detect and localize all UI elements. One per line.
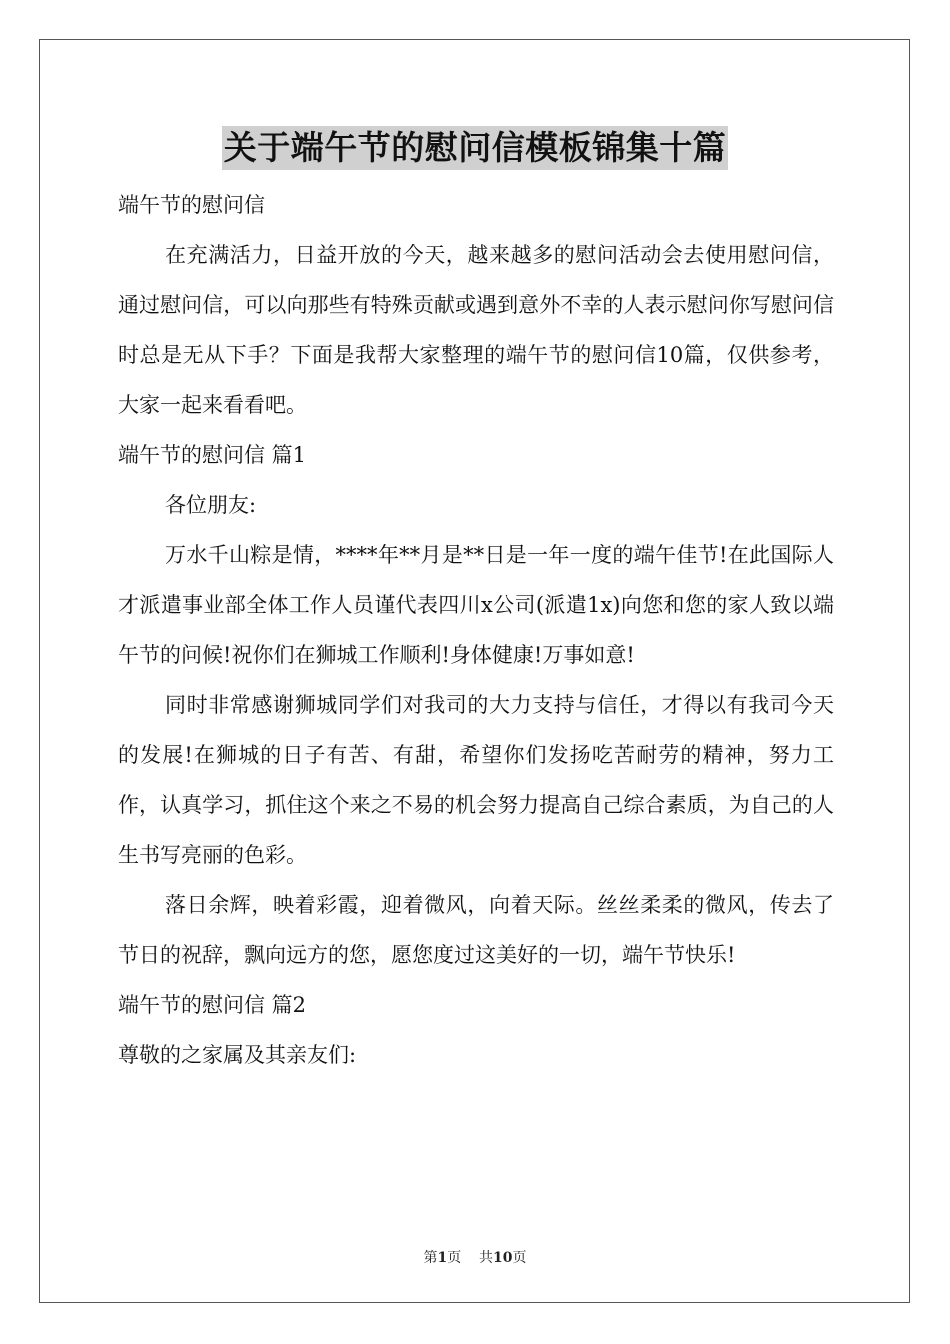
footer-mid: 页 共	[447, 1250, 494, 1266]
document-body	[118, 180, 834, 1080]
body-paragraph: 落日余辉，映着彩霞，迎着微风，向着天际。丝丝柔柔的微风，传去了节日的祝辞，飘向远方的您，愿您度过这美好的一切，端午节快乐!	[118, 893, 834, 967]
page-footer	[0, 1247, 950, 1267]
section-heading-2: 端午节的慰问信 篇2	[118, 993, 307, 1017]
title-block	[0, 126, 950, 170]
greeting-2: 尊敬的之家属及其亲友们:	[118, 1043, 357, 1067]
footer-suffix: 页	[512, 1250, 527, 1266]
page-total-number: 10	[493, 1250, 513, 1266]
document-title: 关于端午节的慰问信模板锦集十篇	[222, 126, 729, 170]
body-paragraph: 同时非常感谢狮城同学们对我司的大力支持与信任，才得以有我司今天的发展!在狮城的日子有苦、有甜，希望你们发扬吃苦耐劳的精神，努力工作，认真学习，抓住这个来之不易的机会努力提高自己综合素质，为自己的人生书写亮丽的色彩。	[118, 693, 834, 867]
subtitle: 端午节的慰问信	[118, 193, 265, 217]
section-heading-1: 端午节的慰问信 篇1	[118, 443, 307, 467]
footer-prefix: 第	[423, 1250, 438, 1266]
intro-paragraph: 在充满活力，日益开放的今天，越来越多的慰问活动会去使用慰问信，通过慰问信，可以向那些有特殊贡献或遇到意外不幸的人表示慰问你写慰问信时总是无从下手？下面是我帮大家整理的端午节的慰问信10篇，仅供参考，大家一起来看看吧。	[118, 243, 834, 417]
greeting-1: 各位朋友:	[165, 493, 257, 517]
body-paragraph: 万水千山粽是情，****年**月是**日是一年一度的端午佳节!在此国际人才派遣事业部全体工作人员谨代表四川x公司(派遣1x)向您和您的家人致以端午节的问候!祝你们在狮城工作顺利!身体健康!万事如意!	[118, 543, 834, 667]
page-current-number: 1	[437, 1250, 448, 1266]
